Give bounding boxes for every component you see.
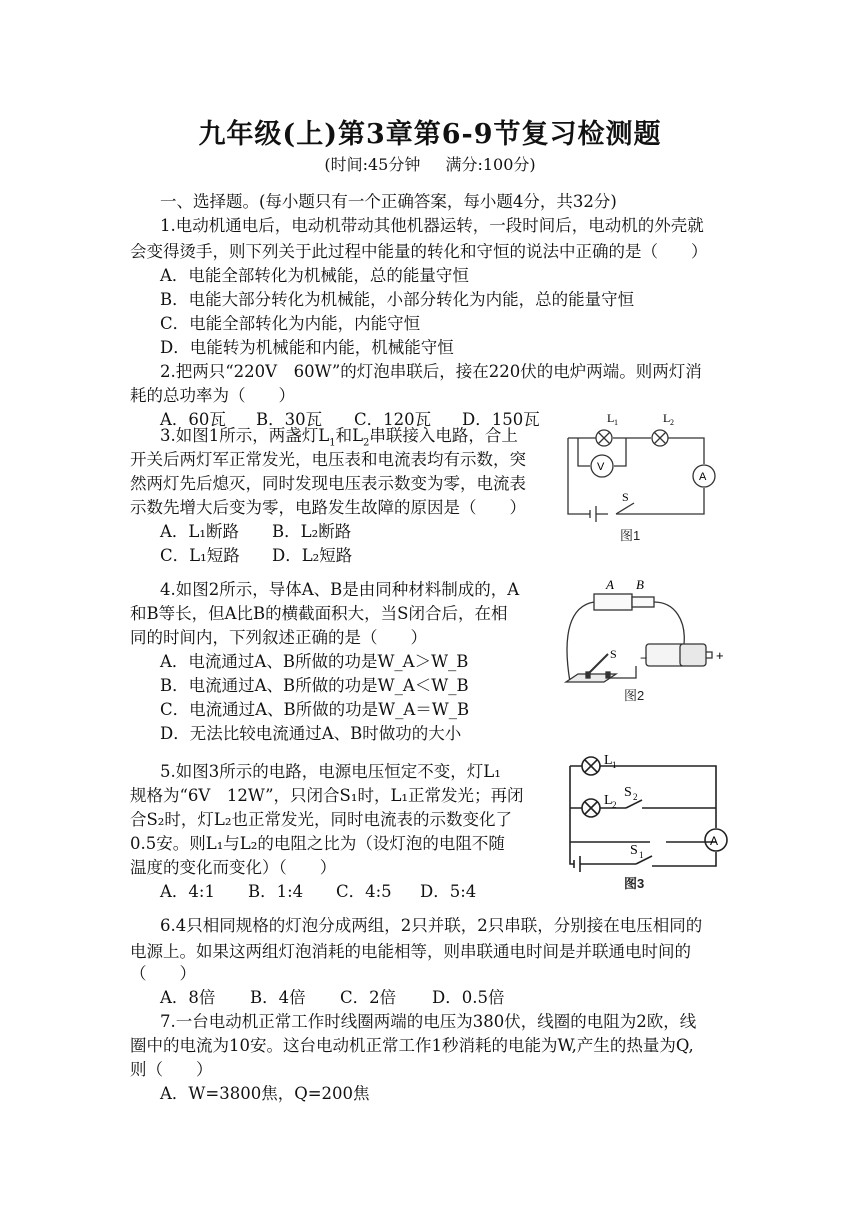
q5-stem-line2: 规格为“6V 12W”，只闭合S₁时，L₁正常发光；再闭 — [130, 786, 524, 805]
svg-text:A: A — [710, 834, 719, 848]
svg-text:L: L — [604, 793, 613, 808]
svg-text:−: − — [640, 651, 648, 665]
conductor-b — [632, 597, 654, 607]
q3-stem-line1: 3.如图1所示，两盏灯$L_1$和$L_2$串联接入电路，合上 — [160, 426, 518, 449]
q3-option-b: B．L₂断路 — [272, 522, 352, 541]
svg-text:L: L — [607, 411, 615, 425]
q5-option-d: D．5:4 — [420, 882, 477, 901]
q5-stem-line5: 温度的变化而变化）（ ） — [130, 858, 337, 877]
svg-text:V: V — [597, 461, 605, 473]
q3-stem-line2: 开关后两灯军正常发光，电压表和电流表均有示数，突 — [130, 450, 526, 469]
figure-2 — [556, 572, 728, 708]
q7-option-a: A．W=3800焦，Q=200焦 — [160, 1084, 370, 1103]
svg-text:A: A — [699, 471, 707, 483]
q3-options-row2 — [160, 544, 352, 568]
q3-option-c: C．L₁短路 — [160, 546, 240, 565]
switch-s — [616, 503, 634, 514]
svg-text:+: + — [716, 648, 724, 663]
figure-1 — [556, 402, 728, 550]
q5-stem-line4: 0.5安。则L₁与L₂的电阻之比为（设灯泡的电阻不随 — [130, 834, 505, 853]
svg-text:2: 2 — [670, 418, 674, 427]
q3-options-row1 — [160, 520, 351, 544]
svg-text:1: 1 — [612, 760, 617, 770]
figure-2-apparatus — [556, 572, 728, 708]
q4-option-c: C．电流通过A、B所做的功是W_A＝W_B — [160, 700, 470, 719]
svg-text:2: 2 — [612, 800, 617, 810]
svg-text:S: S — [610, 647, 617, 661]
page-subtitle — [0, 152, 860, 175]
q2-stem-line1: 2.把两只“220V 60W”的灯泡串联后，接在220伏的电炉两端。则两灯消 — [160, 362, 702, 381]
full-score: 满分:100分) — [445, 155, 536, 174]
q6-stem-line1: 6.4只相同规格的灯泡分成两组，2只并联，2只串联，分别接在电压相同的 — [160, 916, 703, 935]
svg-text:S: S — [624, 785, 632, 800]
q1-stem-line1: 1.电动机通电后，电动机带动其他机器运转，一段时间后，电动机的外壳就 — [160, 216, 704, 235]
svg-text:B: B — [636, 577, 644, 592]
battery-cell-2 — [680, 644, 706, 666]
svg-text:L: L — [663, 411, 671, 425]
battery — [574, 856, 580, 872]
svg-text:S: S — [630, 843, 638, 858]
q1-option-c: C．电能全部转化为内能，内能守恒 — [160, 314, 421, 333]
figure-2-caption: 图2 — [624, 688, 645, 703]
figure-3-caption: 图3 — [624, 876, 645, 891]
q3-option-d: D．L₂短路 — [272, 546, 353, 565]
q4-stem-line1: 4.如图2所示，导体A、B是由同种材料制成的，A — [160, 580, 520, 599]
q1-option-a: A．电能全部转化为机械能，总的能量守恒 — [160, 266, 469, 285]
section-heading: 一、选择题。(每小题只有一个正确答案，每小题4分，共32分) — [160, 192, 617, 211]
q4-stem-line2: 和B等长，但A比B的横截面积大，当S闭合后，在相 — [130, 604, 508, 623]
q3-stem-line3: 然两灯先后熄灭，同时发现电压表示数变为零，电流表 — [130, 474, 526, 493]
q4-option-a: A．电流通过A、B所做的功是W_A＞W_B — [160, 652, 469, 671]
q6-option-d: D．0.5倍 — [432, 988, 505, 1007]
svg-text:1: 1 — [639, 850, 644, 860]
conductor-a — [594, 594, 632, 610]
q1-option-d: D．电能转为机械能和内能，机械能守恒 — [160, 338, 454, 357]
battery — [590, 506, 596, 522]
q5-option-c: C．4:5 — [336, 882, 392, 901]
svg-text:2: 2 — [633, 792, 638, 802]
q6-option-a: A．8倍 — [160, 988, 216, 1007]
q7-stem-line2: 圈中的电流为10安。这台电动机正常工作1秒消耗的电能为W,产生的热量为Q, — [130, 1036, 694, 1055]
q2-option-c: C．120瓦 — [354, 410, 432, 429]
q6-option-c: C．2倍 — [340, 988, 397, 1007]
q4-option-b: B．电流通过A、B所做的功是W_A＜W_B — [160, 676, 469, 695]
svg-text:S: S — [622, 490, 629, 504]
page-title: 九年级(上)第3章第6-9节复习检测题 — [198, 119, 662, 150]
q5-stem-line3: 合S₂时，灯L₂也正常发光，同时电流表的示数变化了 — [130, 810, 512, 829]
q2-option-a: A．60瓦 — [160, 410, 226, 429]
q1-option-b: B．电能大部分转化为机械能，小部分转化为内能，总的能量守恒 — [160, 290, 635, 309]
q3-option-a: A．L₁断路 — [160, 522, 239, 541]
q3-stem-line4: 示数先增大后变为零，电路发生故障的原因是（ ） — [130, 498, 526, 517]
q5-stem-line1: 5.如图3所示的电路，电源电压恒定不变，灯L₁ — [160, 762, 501, 781]
figure-1-caption: 图1 — [620, 528, 641, 543]
q6-stem-line2: 电源上。如果这两组灯泡消耗的电能相等，则串联通电时间是并联通电时间的 — [130, 942, 691, 961]
figure-1-circuit — [556, 402, 728, 550]
figure-3-circuit — [560, 746, 730, 894]
q7-stem-line1: 7.一台电动机正常工作时线圈两端的电压为380伏，线圈的电阻为2欧，线 — [160, 1012, 697, 1031]
q6-option-b: B．4倍 — [250, 988, 306, 1007]
q2-option-d: D．150瓦 — [462, 410, 540, 429]
q6-options — [160, 986, 504, 1010]
q5-option-a: A．4:1 — [160, 882, 215, 901]
svg-text:L: L — [604, 753, 613, 768]
q2-stem-line2: 耗的总功率为（ ） — [130, 386, 295, 405]
q5-options — [160, 880, 476, 904]
svg-text:1: 1 — [614, 418, 618, 427]
figure-3 — [560, 746, 730, 894]
q4-stem-line3: 同的时间内，下列叙述正确的是（ ） — [130, 628, 427, 647]
q2-option-b: B．30瓦 — [256, 410, 323, 429]
q7-stem-line3: 则（ ） — [130, 1060, 213, 1079]
q5-option-b: B．1:4 — [248, 882, 304, 901]
svg-text:A: A — [606, 577, 614, 592]
q4-option-d: D．无法比较电流通过A、B时做功的大小 — [160, 724, 462, 743]
q1-stem-line2: 会变得烫手，则下列关于此过程中能量的转化和守恒的说法中正确的是（ ） — [130, 242, 708, 261]
q6-stem-line3: （ ） — [130, 964, 196, 983]
time-limit: (时间:45分钟 — [324, 155, 421, 174]
